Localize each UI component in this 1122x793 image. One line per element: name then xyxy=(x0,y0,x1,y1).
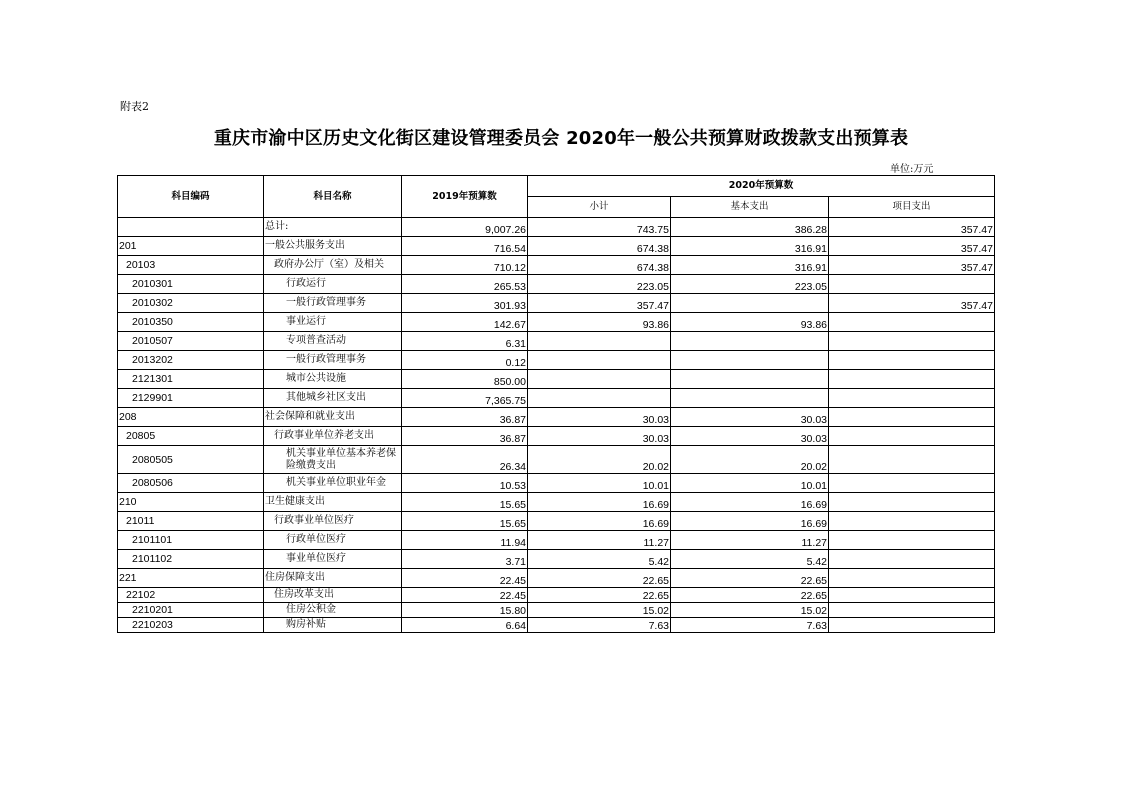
cell-name: 政府办公厅（室）及相关 xyxy=(264,256,402,275)
cell-subtotal: 5.42 xyxy=(528,550,671,569)
cell-project xyxy=(829,550,995,569)
cell-project xyxy=(829,474,995,493)
table-row xyxy=(118,531,995,550)
cell-budget-2019: 710.12 xyxy=(402,256,528,275)
cell-subtotal: 93.86 xyxy=(528,313,671,332)
cell-basic: 20.02 xyxy=(671,446,829,474)
cell-budget-2019: 0.12 xyxy=(402,351,528,370)
cell-subtotal: 22.65 xyxy=(528,569,671,588)
unit-label: 单位:万元 xyxy=(890,164,934,175)
header-subtotal: 小计 xyxy=(528,197,671,218)
cell-basic xyxy=(671,351,829,370)
cell-basic: 30.03 xyxy=(671,427,829,446)
cell-subtotal: 7.63 xyxy=(528,618,671,633)
cell-project xyxy=(829,603,995,618)
cell-budget-2019: 142.67 xyxy=(402,313,528,332)
cell-project xyxy=(829,370,995,389)
table-row xyxy=(118,332,995,351)
cell-project xyxy=(829,588,995,603)
cell-name: 机关事业单位职业年金 xyxy=(264,474,402,493)
table-row xyxy=(118,294,995,313)
header-code: 科目编码 xyxy=(118,176,264,218)
cell-code: 22102 xyxy=(118,588,264,603)
cell-basic: 16.69 xyxy=(671,512,829,531)
table-row xyxy=(118,237,995,256)
cell-name: 一般行政管理事务 xyxy=(264,351,402,370)
cell-subtotal: 10.01 xyxy=(528,474,671,493)
cell-code: 2210203 xyxy=(118,618,264,633)
cell-code: 2210201 xyxy=(118,603,264,618)
cell-subtotal: 223.05 xyxy=(528,275,671,294)
cell-code: 221 xyxy=(118,569,264,588)
cell-subtotal: 16.69 xyxy=(528,493,671,512)
cell-basic: 10.01 xyxy=(671,474,829,493)
cell-subtotal: 20.02 xyxy=(528,446,671,474)
table-header xyxy=(118,176,995,218)
cell-subtotal: 30.03 xyxy=(528,408,671,427)
cell-project xyxy=(829,408,995,427)
cell-budget-2019: 6.31 xyxy=(402,332,528,351)
cell-budget-2019: 11.94 xyxy=(402,531,528,550)
cell-subtotal: 11.27 xyxy=(528,531,671,550)
cell-subtotal xyxy=(528,332,671,351)
cell-code xyxy=(118,218,264,237)
cell-code: 2010301 xyxy=(118,275,264,294)
cell-name: 住房改革支出 xyxy=(264,588,402,603)
table-row xyxy=(118,218,995,237)
cell-project xyxy=(829,512,995,531)
cell-name: 住房公积金 xyxy=(264,603,402,618)
cell-code: 2080505 xyxy=(118,446,264,474)
header-budget-2019: 2019年预算数 xyxy=(402,176,528,218)
cell-code: 201 xyxy=(118,237,264,256)
cell-project xyxy=(829,618,995,633)
cell-budget-2019: 15.80 xyxy=(402,603,528,618)
budget-table xyxy=(117,175,995,633)
cell-project xyxy=(829,351,995,370)
table-row xyxy=(118,446,995,474)
table-row xyxy=(118,427,995,446)
header-budget-2020: 2020年预算数 xyxy=(528,176,995,197)
table-row xyxy=(118,275,995,294)
cell-name: 总计: xyxy=(264,218,402,237)
cell-code: 208 xyxy=(118,408,264,427)
table-body xyxy=(118,218,995,633)
cell-basic: 5.42 xyxy=(671,550,829,569)
cell-basic xyxy=(671,389,829,408)
table-row xyxy=(118,313,995,332)
cell-basic: 22.65 xyxy=(671,588,829,603)
cell-basic xyxy=(671,332,829,351)
cell-budget-2019: 22.45 xyxy=(402,588,528,603)
cell-subtotal: 16.69 xyxy=(528,512,671,531)
table-row xyxy=(118,588,995,603)
table-row xyxy=(118,603,995,618)
cell-project xyxy=(829,569,995,588)
table-row xyxy=(118,493,995,512)
cell-budget-2019: 15.65 xyxy=(402,493,528,512)
cell-basic xyxy=(671,370,829,389)
cell-basic: 386.28 xyxy=(671,218,829,237)
cell-code: 2129901 xyxy=(118,389,264,408)
header-name: 科目名称 xyxy=(264,176,402,218)
cell-code: 2010302 xyxy=(118,294,264,313)
cell-subtotal: 22.65 xyxy=(528,588,671,603)
cell-basic: 16.69 xyxy=(671,493,829,512)
cell-project xyxy=(829,389,995,408)
page-title: 重庆市渝中区历史文化街区建设管理委员会 2020年一般公共预算财政拨款支出预算表 xyxy=(213,128,909,149)
cell-code: 21011 xyxy=(118,512,264,531)
cell-budget-2019: 301.93 xyxy=(402,294,528,313)
cell-budget-2019: 716.54 xyxy=(402,237,528,256)
cell-name: 事业运行 xyxy=(264,313,402,332)
cell-budget-2019: 26.34 xyxy=(402,446,528,474)
cell-name: 事业单位医疗 xyxy=(264,550,402,569)
cell-name: 其他城乡社区支出 xyxy=(264,389,402,408)
table-row xyxy=(118,351,995,370)
table-row xyxy=(118,370,995,389)
cell-name: 购房补贴 xyxy=(264,618,402,633)
cell-budget-2019: 15.65 xyxy=(402,512,528,531)
cell-project: 357.47 xyxy=(829,256,995,275)
cell-project xyxy=(829,275,995,294)
cell-budget-2019: 6.64 xyxy=(402,618,528,633)
cell-basic: 316.91 xyxy=(671,256,829,275)
cell-project xyxy=(829,427,995,446)
cell-budget-2019: 850.00 xyxy=(402,370,528,389)
cell-subtotal xyxy=(528,370,671,389)
cell-code: 2013202 xyxy=(118,351,264,370)
cell-name: 一般公共服务支出 xyxy=(264,237,402,256)
cell-subtotal xyxy=(528,351,671,370)
cell-basic: 11.27 xyxy=(671,531,829,550)
cell-code: 2101102 xyxy=(118,550,264,569)
cell-basic: 15.02 xyxy=(671,603,829,618)
cell-code: 2101101 xyxy=(118,531,264,550)
cell-subtotal: 357.47 xyxy=(528,294,671,313)
table-row xyxy=(118,550,995,569)
cell-project: 357.47 xyxy=(829,218,995,237)
cell-basic: 30.03 xyxy=(671,408,829,427)
cell-project: 357.47 xyxy=(829,237,995,256)
cell-project xyxy=(829,332,995,351)
table-row xyxy=(118,408,995,427)
cell-name: 城市公共设施 xyxy=(264,370,402,389)
header-basic: 基本支出 xyxy=(671,197,829,218)
cell-budget-2019: 10.53 xyxy=(402,474,528,493)
cell-budget-2019: 9,007.26 xyxy=(402,218,528,237)
cell-subtotal: 674.38 xyxy=(528,237,671,256)
cell-basic: 22.65 xyxy=(671,569,829,588)
cell-name: 社会保障和就业支出 xyxy=(264,408,402,427)
cell-code: 2080506 xyxy=(118,474,264,493)
cell-name: 住房保障支出 xyxy=(264,569,402,588)
cell-subtotal: 674.38 xyxy=(528,256,671,275)
cell-budget-2019: 265.53 xyxy=(402,275,528,294)
cell-name: 行政运行 xyxy=(264,275,402,294)
cell-subtotal xyxy=(528,389,671,408)
cell-name: 机关事业单位基本养老保险缴费支出 xyxy=(264,446,402,474)
cell-basic: 7.63 xyxy=(671,618,829,633)
cell-budget-2019: 36.87 xyxy=(402,427,528,446)
cell-project xyxy=(829,493,995,512)
cell-name: 卫生健康支出 xyxy=(264,493,402,512)
appendix-label: 附表2 xyxy=(120,100,149,113)
table-row xyxy=(118,474,995,493)
table-row xyxy=(118,618,995,633)
cell-subtotal: 30.03 xyxy=(528,427,671,446)
cell-basic xyxy=(671,294,829,313)
table-row xyxy=(118,569,995,588)
cell-project xyxy=(829,313,995,332)
table-row xyxy=(118,512,995,531)
table-row xyxy=(118,389,995,408)
cell-basic: 93.86 xyxy=(671,313,829,332)
cell-basic: 223.05 xyxy=(671,275,829,294)
cell-budget-2019: 3.71 xyxy=(402,550,528,569)
cell-subtotal: 743.75 xyxy=(528,218,671,237)
cell-name: 行政事业单位养老支出 xyxy=(264,427,402,446)
cell-name: 行政事业单位医疗 xyxy=(264,512,402,531)
cell-subtotal: 15.02 xyxy=(528,603,671,618)
cell-code: 2010350 xyxy=(118,313,264,332)
cell-budget-2019: 7,365.75 xyxy=(402,389,528,408)
cell-code: 210 xyxy=(118,493,264,512)
cell-basic: 316.91 xyxy=(671,237,829,256)
cell-name: 行政单位医疗 xyxy=(264,531,402,550)
cell-project xyxy=(829,531,995,550)
cell-code: 20805 xyxy=(118,427,264,446)
cell-project: 357.47 xyxy=(829,294,995,313)
cell-name: 专项普查活动 xyxy=(264,332,402,351)
cell-budget-2019: 22.45 xyxy=(402,569,528,588)
cell-code: 2010507 xyxy=(118,332,264,351)
cell-code: 20103 xyxy=(118,256,264,275)
cell-budget-2019: 36.87 xyxy=(402,408,528,427)
cell-project xyxy=(829,446,995,474)
header-project: 项目支出 xyxy=(829,197,995,218)
cell-code: 2121301 xyxy=(118,370,264,389)
table-row xyxy=(118,256,995,275)
cell-name: 一般行政管理事务 xyxy=(264,294,402,313)
